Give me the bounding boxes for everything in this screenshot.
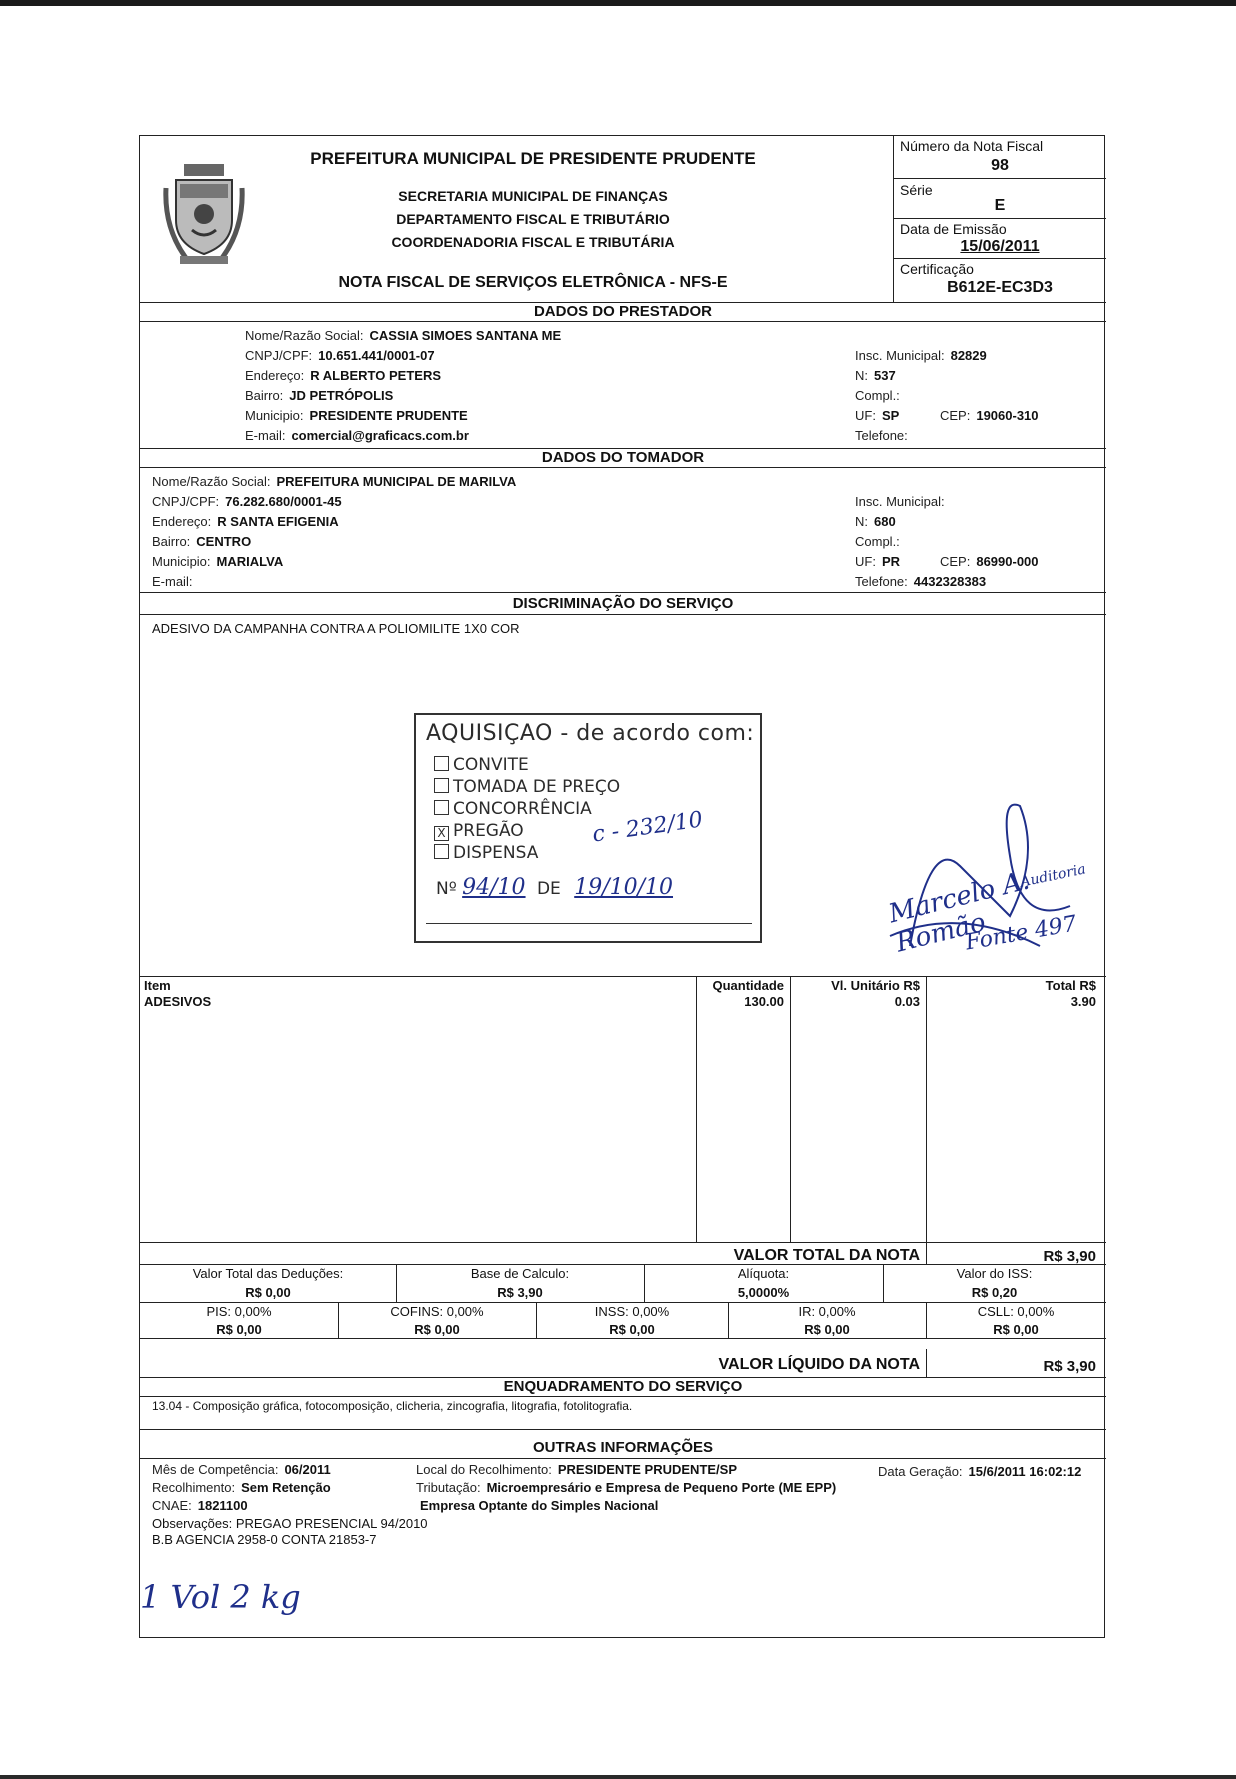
departamento-line: DEPARTAMENTO FISCAL E TRIBUTÁRIO: [396, 211, 670, 227]
signature-name: Marcelo A. Romão: [885, 865, 1033, 959]
prefeitura-title: PREFEITURA MUNICIPAL DE PRESIDENTE PRUDENTE: [310, 149, 756, 168]
scan-top-edge: [0, 0, 1236, 6]
cofins-value: R$ 0,00: [414, 1322, 460, 1337]
ir-label: IR: 0,00%: [798, 1304, 856, 1319]
outras-title: OUTRAS INFORMAÇÕES: [533, 1439, 713, 1456]
coat-of-arms: [162, 158, 246, 268]
item-row-unitario: 0.03: [894, 994, 920, 1009]
signature-role: Auditoria: [1019, 861, 1088, 891]
pis-label: PIS: 0,00%: [206, 1304, 272, 1319]
aliquota-value: 5,0000%: [737, 1285, 790, 1300]
simples-nacional: Empresa Optante do Simples Nacional: [420, 1498, 659, 1513]
tomador-cep: CEP: 86990-000: [940, 554, 1039, 569]
aliquota-label: Alíquota:: [737, 1266, 790, 1281]
base-calculo-label: Base de Calculo:: [470, 1266, 570, 1281]
valor-total-value: R$ 3,90: [1043, 1248, 1096, 1265]
prestador-endereco: Endereço: R ALBERTO PETERS: [245, 368, 442, 383]
prestador-bairro: Bairro: JD PETRÓPOLIS: [245, 388, 394, 403]
tomador-uf: UF: PR: [855, 554, 901, 569]
data-emissao-label: Data de Emissão: [900, 221, 1007, 237]
prestador-cnpj: CNPJ/CPF: 10.651.441/0001-07: [245, 348, 435, 363]
csll-value: R$ 0,00: [993, 1322, 1039, 1337]
base-calculo-value: R$ 3,90: [497, 1285, 543, 1300]
cofins-label: COFINS: 0,00%: [390, 1304, 484, 1319]
tomador-nome: Nome/Razão Social: PREFEITURA MUNICIPAL DE MARILVA: [152, 474, 517, 489]
stamp-numero: Nº 94/10 DE 19/10/10: [436, 875, 674, 900]
mes-competencia: Mês de Competência: 06/2011: [152, 1462, 331, 1477]
col-total-header: Total R$: [1045, 978, 1096, 993]
prestador-nome: Nome/Razão Social: CASSIA SIMOES SANTANA ME: [245, 328, 562, 343]
checkbox-icon: [434, 844, 449, 859]
prestador-insc: Insc. Municipal: 82829: [855, 348, 987, 363]
stamp-option-tomada: TOMADA DE PREÇO: [434, 777, 620, 797]
prestador-cep: CEP: 19060-310: [940, 408, 1039, 423]
tomador-insc: Insc. Municipal:: [855, 494, 945, 509]
valor-liquido-value: R$ 3,90: [1043, 1358, 1096, 1375]
inss-label: INSS: 0,00%: [594, 1304, 670, 1319]
tomador-municipio: Municipio: MARIALVA: [152, 554, 284, 569]
prestador-municipio: Municipio: PRESIDENTE PRUDENTE: [245, 408, 468, 423]
observacoes-banco: B.B AGENCIA 2958-0 CONTA 21853-7: [152, 1532, 377, 1547]
col-unitario-header: Vl. Unitário R$: [831, 978, 920, 993]
item-row-quantidade: 130.00: [744, 994, 784, 1009]
tributacao: Tributação: Microempresário e Empresa de Pequeno Porte (ME EPP): [416, 1480, 837, 1495]
item-row-total: 3.90: [1070, 994, 1096, 1009]
secretaria-line: SECRETARIA MUNICIPAL DE FINANÇAS: [398, 188, 668, 204]
tomador-numero: N: 680: [855, 514, 896, 529]
prestador-numero: N: 537: [855, 368, 896, 383]
discriminacao-title: DISCRIMINAÇÃO DO SERVIÇO: [512, 595, 734, 612]
serie-label: Série: [900, 182, 933, 198]
signature-extra: Fonte 497: [963, 911, 1079, 956]
stamp-option-pregao: X PREGÃO: [434, 821, 524, 841]
scan-bottom-edge: [0, 1775, 1236, 1779]
tomador-bairro: Bairro: CENTRO: [152, 534, 252, 549]
valor-total-label: VALOR TOTAL DA NOTA: [733, 1247, 920, 1264]
checkbox-icon: [434, 778, 449, 793]
deducoes-label: Valor Total das Deduções:: [192, 1266, 344, 1281]
pis-value: R$ 0,00: [216, 1322, 262, 1337]
col-quantidade-header: Quantidade: [712, 978, 784, 993]
coordenadoria-line: COORDENADORIA FISCAL E TRIBUTÁRIA: [391, 234, 675, 250]
checked-checkbox-icon: X: [434, 826, 449, 841]
serie-value: E: [994, 197, 1006, 214]
col-item-header: Item: [144, 978, 171, 993]
doc-title: NOTA FISCAL DE SERVIÇOS ELETRÔNICA - NFS-E: [338, 274, 728, 291]
certificacao-value: B612E-EC3D3: [947, 279, 1053, 296]
iss-label: Valor do ISS:: [956, 1266, 1033, 1281]
tomador-telefone: Telefone: 4432328383: [855, 574, 987, 589]
cnae: CNAE: 1821100: [152, 1498, 248, 1513]
signature: [870, 796, 1100, 959]
iss-value: R$ 0,20: [971, 1285, 1018, 1300]
data-emissao-value: 15/06/2011: [960, 238, 1040, 255]
servico-descricao: ADESIVO DA CAMPANHA CONTRA A POLIOMILITE 1X0 COR: [152, 621, 520, 636]
checkbox-icon: [434, 800, 449, 815]
stamp-title: AQUISIÇAO - de acordo com:: [426, 721, 755, 746]
data-geracao: Data Geração: 15/6/2011 16:02:12: [878, 1464, 1082, 1479]
prestador-title: DADOS DO PRESTADOR: [533, 303, 713, 320]
observacoes: Observações: PREGAO PRESENCIAL 94/2010: [152, 1516, 428, 1531]
enquadramento-texto: 13.04 - Composição gráfica, fotocomposição, clicheria, zincografia, litografia, fotolitografia.: [152, 1399, 633, 1413]
prestador-uf: UF: SP: [855, 408, 900, 423]
stamp-option-dispensa: DISPENSA: [434, 843, 538, 863]
handwritten-note: 1 Vol 2 kg: [140, 1578, 301, 1616]
stamp-hand-ref: c - 232/10: [590, 807, 705, 848]
stamp-option-concorrencia: CONCORRÊNCIA: [434, 799, 592, 819]
aquisicao-stamp: [414, 713, 762, 943]
prestador-telefone: Telefone:: [855, 428, 908, 443]
numero-label: Número da Nota Fiscal: [900, 138, 1044, 154]
tomador-compl: Compl.:: [855, 534, 900, 549]
checkbox-icon: [434, 756, 449, 771]
prestador-email: E-mail: comercial@graficacs.com.br: [245, 428, 469, 443]
tomador-cnpj: CNPJ/CPF: 76.282.680/0001-45: [152, 494, 342, 509]
stamp-option-convite: CONVITE: [434, 755, 529, 775]
tomador-title: DADOS DO TOMADOR: [541, 449, 705, 466]
tomador-endereco: Endereço: R SANTA EFIGENIA: [152, 514, 339, 529]
valor-liquido-label: VALOR LÍQUIDO DA NOTA: [718, 1356, 920, 1373]
tomador-email: E-mail:: [152, 574, 193, 589]
enquadramento-title: ENQUADRAMENTO DO SERVIÇO: [503, 1378, 743, 1395]
prestador-compl: Compl.:: [855, 388, 900, 403]
item-row-name: ADESIVOS: [144, 994, 212, 1009]
certificacao-label: Certificação: [900, 261, 974, 277]
ir-value: R$ 0,00: [804, 1322, 850, 1337]
csll-label: CSLL: 0,00%: [977, 1304, 1055, 1319]
local-recolhimento: Local do Recolhimento: PRESIDENTE PRUDENTE/SP: [416, 1462, 738, 1477]
deducoes-value: R$ 0,00: [245, 1285, 291, 1300]
numero-value: 98: [991, 157, 1009, 174]
recolhimento: Recolhimento: Sem Retenção: [152, 1480, 331, 1495]
inss-value: R$ 0,00: [609, 1322, 655, 1337]
